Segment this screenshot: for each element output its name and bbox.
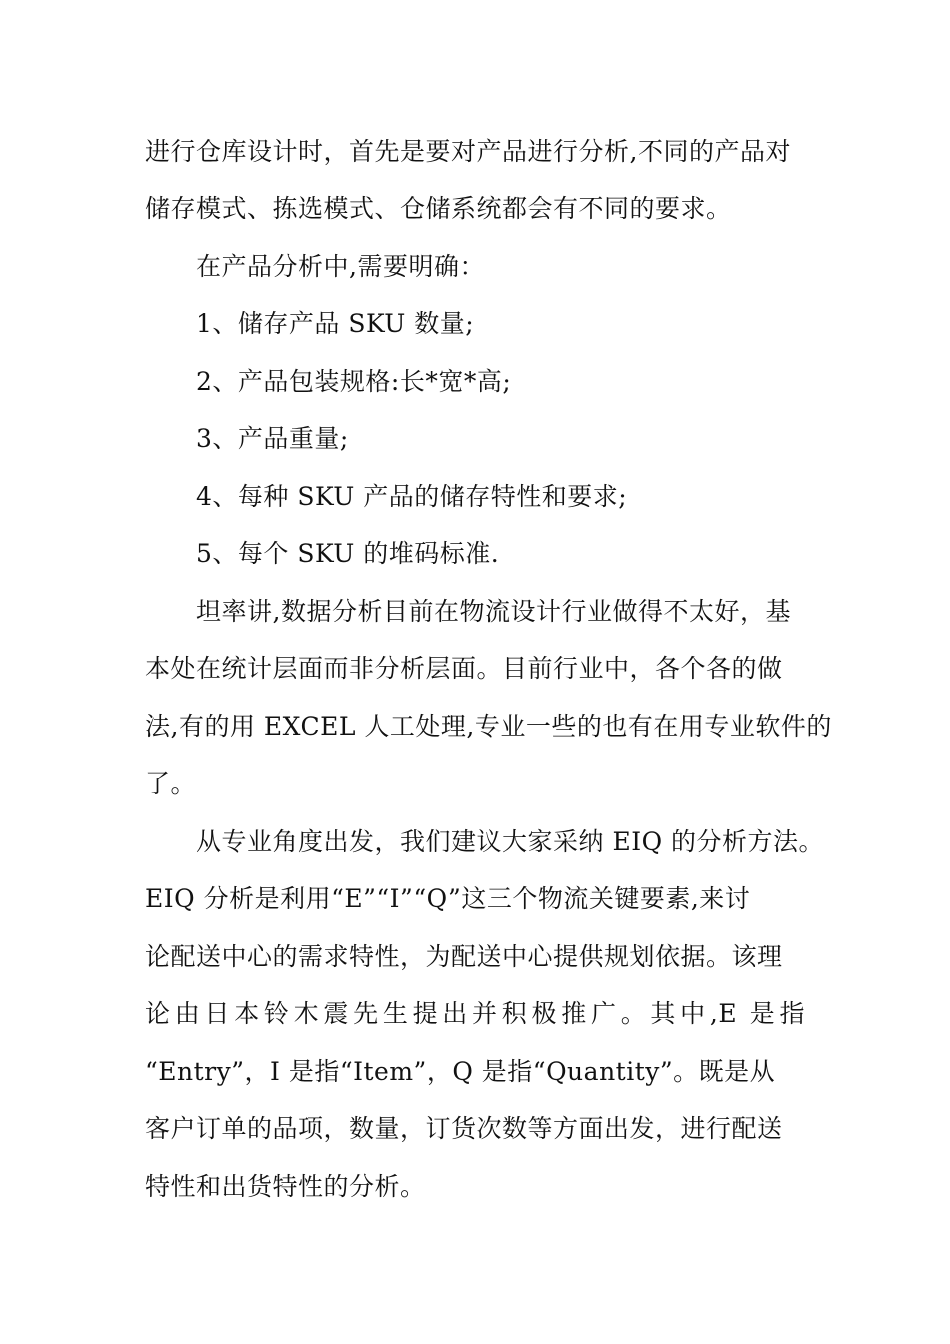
list-item-5: 5、每个 SKU 的堆码标准.	[196, 539, 500, 568]
paragraph-4-line-5: “Entry”，I 是指“Item”，Q 是指“Quantity”。既是从	[145, 1057, 776, 1086]
paragraph-4-line-2: EIQ 分析是利用“E”“I”“Q”这三个物流关键要素,来讨	[145, 884, 751, 913]
paragraph-1-line-1: 进行仓库设计时，首先是要对产品进行分析,不同的产品对	[145, 137, 791, 166]
paragraph-4-line-4: 论由日本铃木震先生提出并积极推广。其中,E 是指	[145, 999, 805, 1028]
paragraph-4-line-6: 客户订单的品项，数量，订货次数等方面出发，进行配送	[145, 1114, 783, 1143]
list-item-4: 4、每种 SKU 产品的储存特性和要求;	[196, 482, 628, 511]
paragraph-1-line-2: 储存模式、拣选模式、仓储系统都会有不同的要求。	[145, 194, 732, 223]
list-item-3: 3、产品重量;	[196, 424, 349, 453]
list-item-2: 2、产品包装规格:长*宽*高;	[196, 367, 512, 396]
paragraph-4-line-1: 从专业角度出发，我们建议大家采纳 EIQ 的分析方法。	[196, 827, 825, 856]
paragraph-3-line-1: 坦率讲,数据分析目前在物流设计行业做得不太好，基	[196, 597, 791, 626]
paragraph-4-line-3: 论配送中心的需求特性，为配送中心提供规划依据。该理	[145, 942, 783, 971]
list-item-1: 1、储存产品 SKU 数量;	[196, 309, 475, 338]
paragraph-3-line-3: 法,有的用 EXCEL 人工处理,专业一些的也有在用专业软件的	[145, 712, 832, 741]
paragraph-2-intro: 在产品分析中,需要明确：	[196, 252, 485, 281]
paragraph-4-line-7: 特性和出货特性的分析。	[145, 1172, 426, 1201]
paragraph-3-line-4: 了。	[145, 769, 197, 798]
paragraph-3-line-2: 本处在统计层面而非分析层面。目前行业中，各个各的做	[145, 654, 783, 683]
